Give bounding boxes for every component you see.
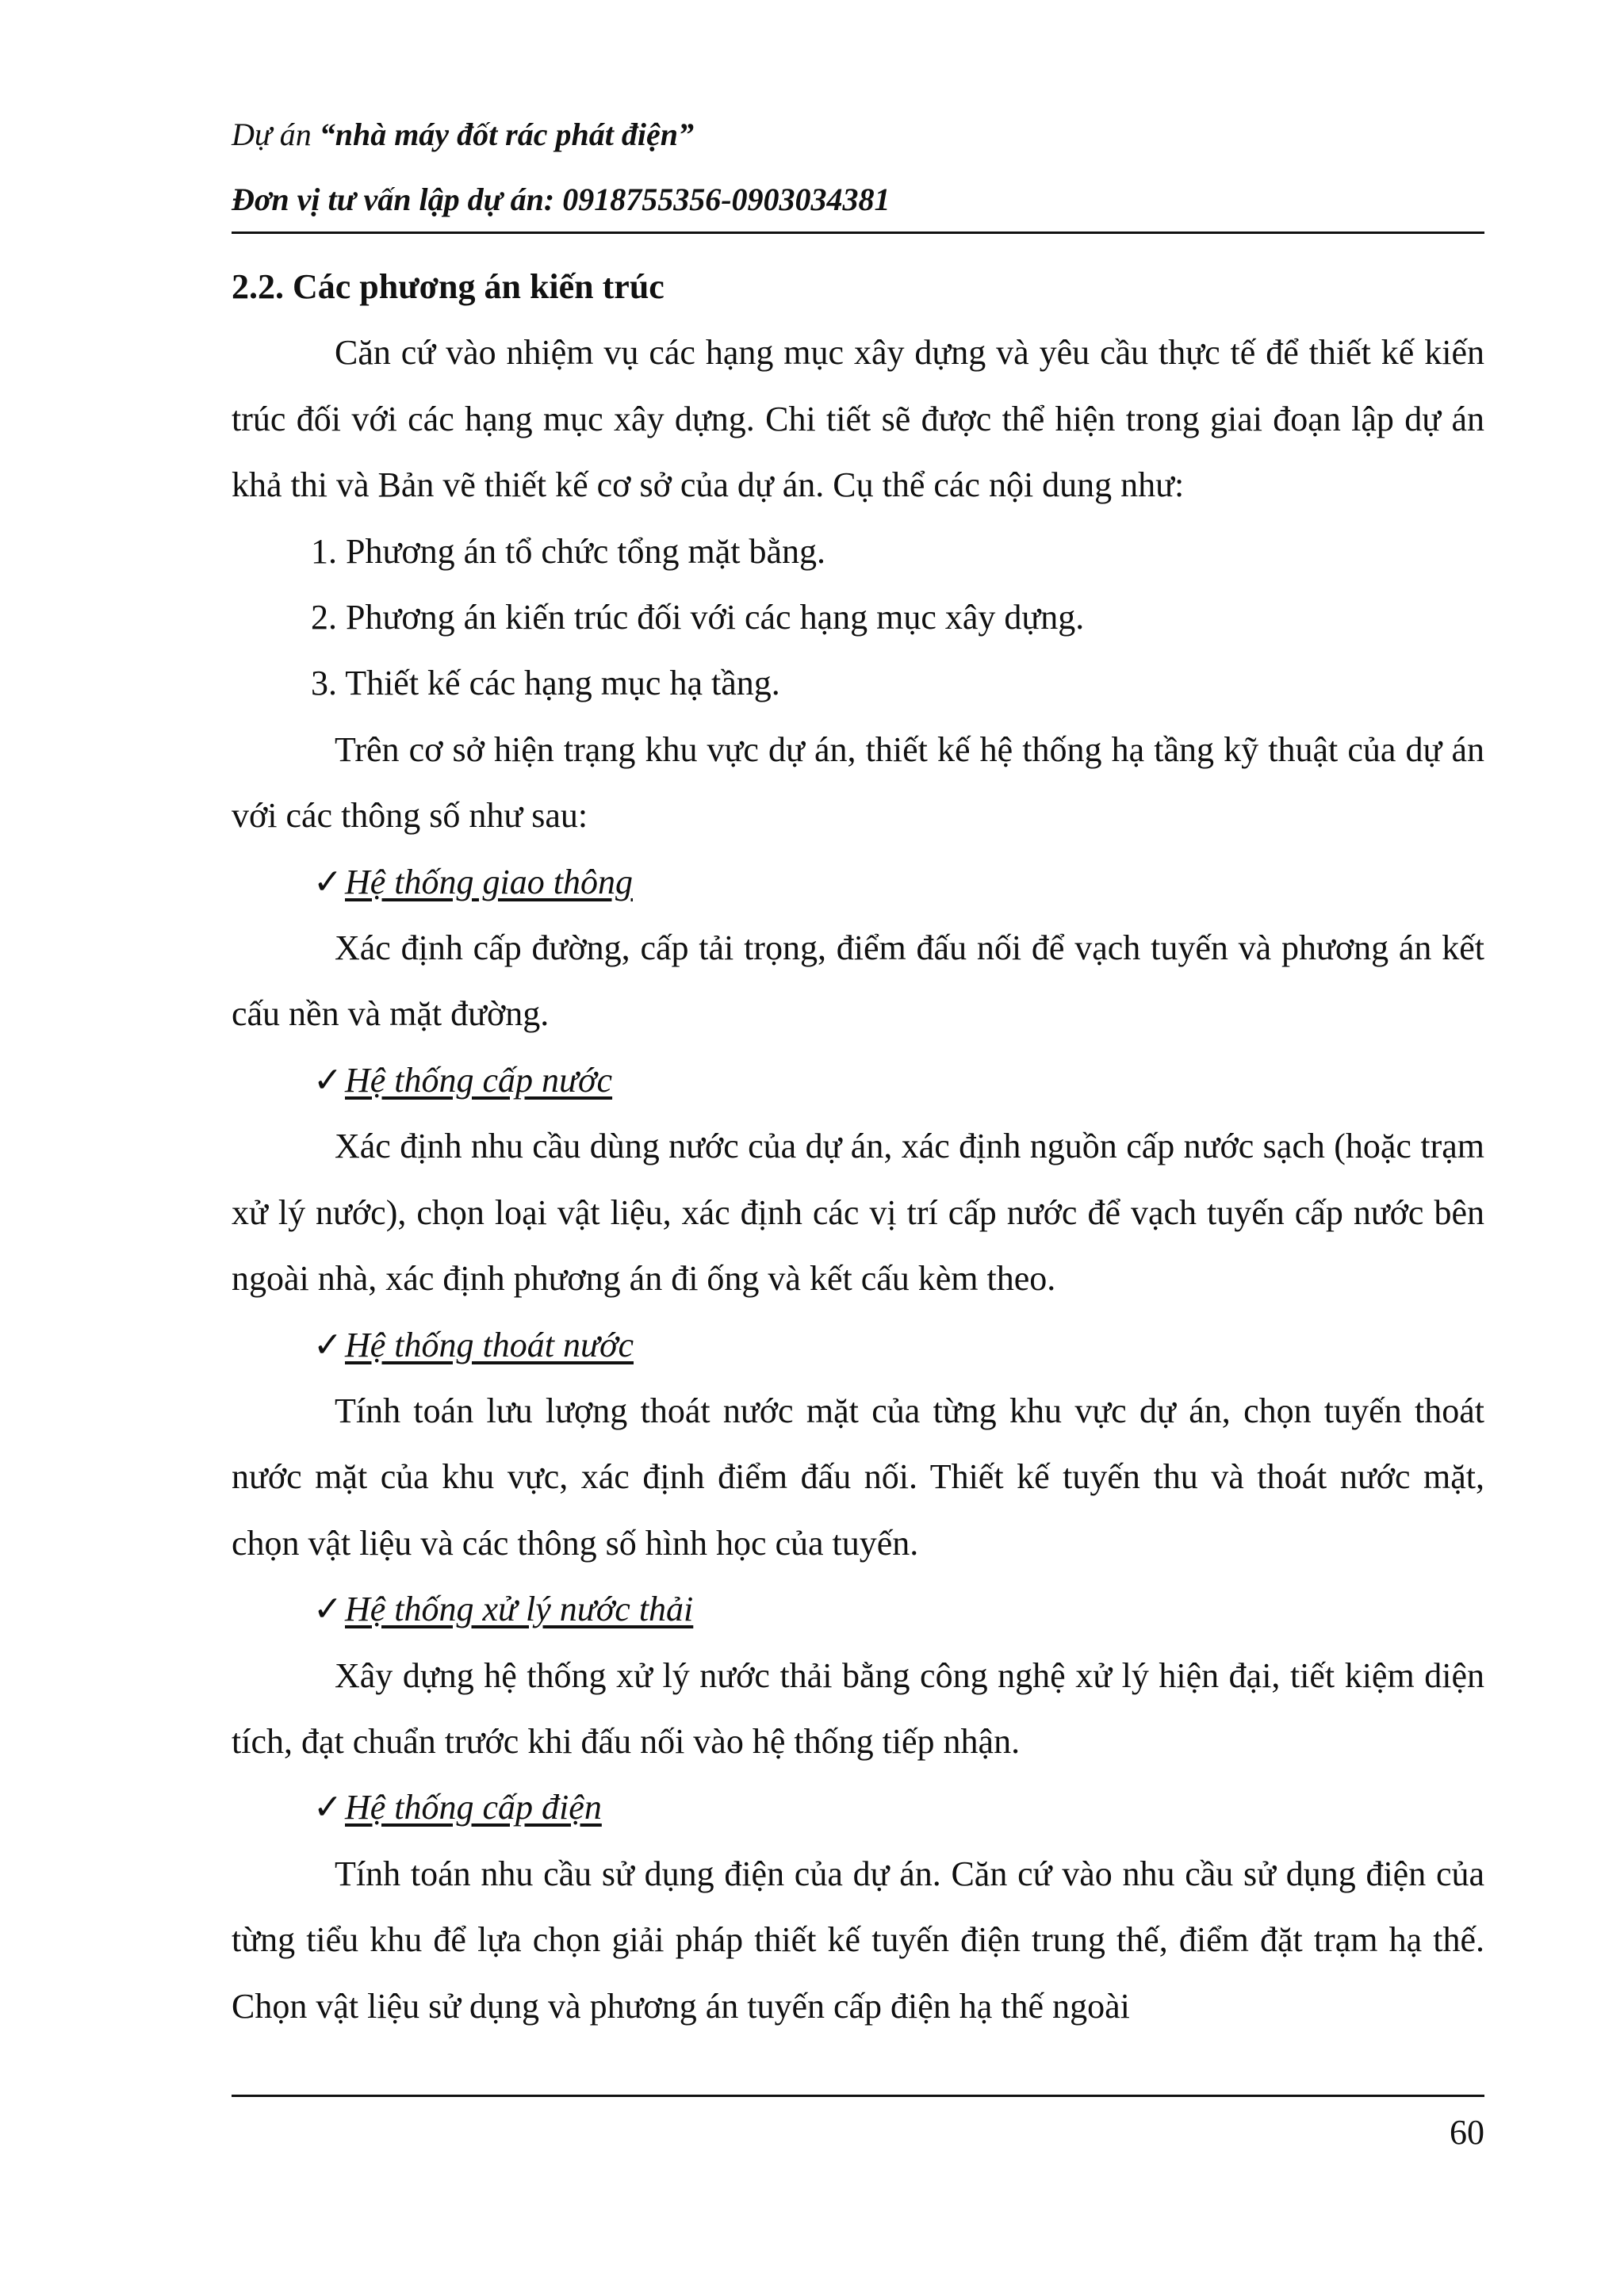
system-description: Tính toán nhu cầu sử dụng điện của dự án. Căn cứ vào nhu cầu sử dụng điện của từng tiểu khu để lựa chọn giải pháp thiết kế tuyến điện trung thế, điểm đặt trạm hạ thế. Chọn vật liệu sử dụng và phương án tuyến cấp điện hạ thế ngoài: [232, 1854, 1484, 2026]
list-item: 3. Thiết kế các hạng mục hạ tầng.: [311, 664, 780, 703]
checkmark-icon: ✓: [313, 1590, 343, 1629]
system-label: Hệ thống thoát nước: [345, 1325, 634, 1364]
footer-divider: [232, 2095, 1484, 2097]
system-label: Hệ thống cấp điện: [345, 1788, 602, 1827]
list-item: 2. Phương án kiến trúc đối với các hạng mục xây dựng.: [311, 598, 1085, 637]
checkmark-icon: ✓: [313, 1060, 343, 1100]
system-description: Tính toán lưu lượng thoát nước mặt của từng khu vực dự án, chọn tuyến thoát nước mặt của khu vực, xác định điểm đấu nối. Thiết kế tuyến thu và thoát nước mặt, chọn vật liệu và các thông số hình học của tuyến.: [232, 1391, 1484, 1563]
system-label: Hệ thống cấp nước: [345, 1060, 613, 1100]
system-heading-power: [232, 1774, 1484, 1840]
checkmark-icon: ✓: [313, 862, 343, 901]
system-description: Xây dựng hệ thống xử lý nước thải bằng công nghệ xử lý hiện đại, tiết kiệm diện tích, đạt chuẩn trước khi đấu nối vào hệ thống tiếp nhận.: [232, 1655, 1484, 1761]
page-number: 60: [1450, 2113, 1484, 2152]
infra-intro-paragraph: Trên cơ sở hiện trạng khu vực dự án, thiết kế hệ thống hạ tầng kỹ thuật của dự án với các thông số như sau:: [232, 729, 1484, 836]
header-divider: [232, 232, 1484, 234]
system-heading-drainage: [232, 1312, 1484, 1378]
checkmark-icon: ✓: [313, 1325, 343, 1364]
list-item: 1. Phương án tổ chức tổng mặt bằng.: [311, 531, 825, 571]
system-label: Hệ thống giao thông: [345, 862, 633, 901]
project-prefix: Dự án: [232, 117, 320, 152]
system-label: Hệ thống xử lý nước thải: [345, 1590, 694, 1629]
system-heading-water-supply: [232, 1047, 1484, 1113]
page-body: [232, 254, 1484, 2039]
system-heading-traffic: [232, 849, 1484, 915]
system-description: Xác định cấp đường, cấp tải trọng, điểm đấu nối để vạch tuyến và phương án kết cấu nền và mặt đường.: [232, 928, 1484, 1034]
section-heading: 2.2. Các phương án kiến trúc: [232, 267, 665, 306]
project-title: [232, 111, 1484, 159]
system-heading-wastewater: [232, 1576, 1484, 1642]
intro-paragraph: Căn cứ vào nhiệm vụ các hạng mục xây dựng và yêu cầu thực tế để thiết kế kiến trúc đối với các hạng mục xây dựng. Chi tiết sẽ được thể hiện trong giai đoạn lập dự án khả thi và Bản vẽ thiết kế cơ sở của dự án. Cụ thể các nội dung như:: [232, 333, 1484, 505]
system-description: Xác định nhu cầu dùng nước của dự án, xác định nguồn cấp nước sạch (hoặc trạm xử lý nước), chọn loại vật liệu, xác định các vị trí cấp nước để vạch tuyến cấp nước bên ngoài nhà, xác định phương án đi ống và kết cấu kèm theo.: [232, 1127, 1484, 1299]
page-header: [232, 111, 1484, 224]
checkmark-icon: ✓: [313, 1788, 343, 1827]
consultant-line: Đơn vị tư vấn lập dự án: 0918755356-0903034381: [232, 182, 891, 217]
project-name: “nhà máy đốt rác phát điện”: [319, 117, 694, 152]
